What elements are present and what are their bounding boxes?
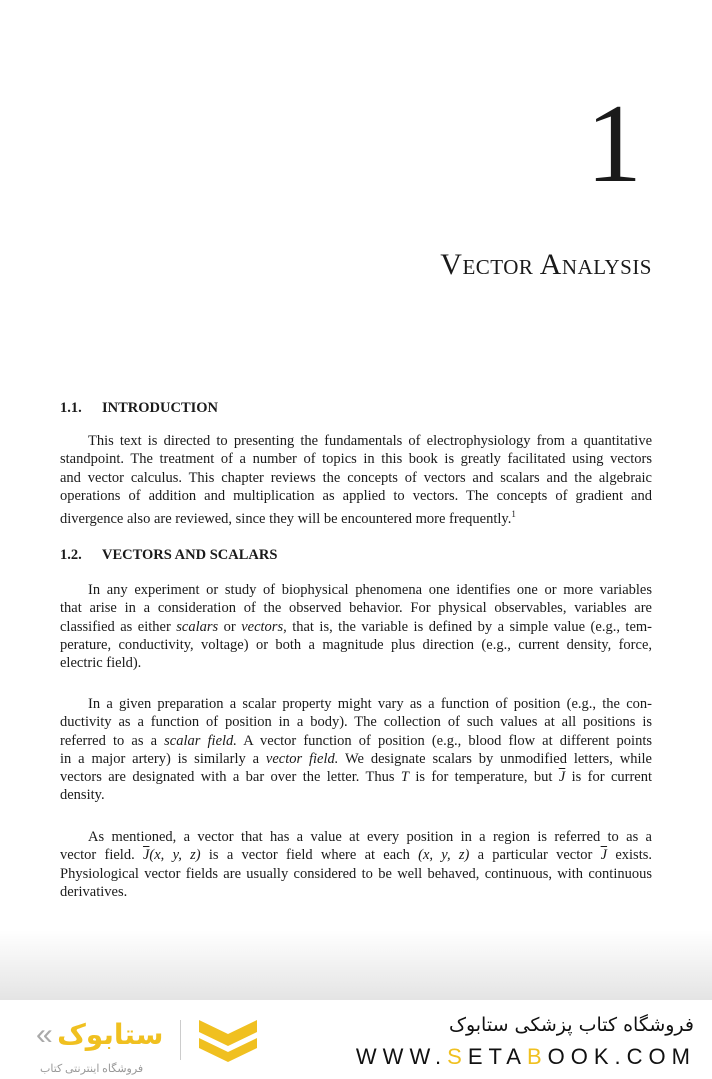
text-line xyxy=(60,768,652,786)
text-run: A vector function of position (e.g., blood flow at different points xyxy=(236,732,652,749)
text-line xyxy=(60,865,652,883)
paragraph xyxy=(60,695,652,805)
text-run: $\overline{J}$ xyxy=(142,847,150,864)
text-run: is for current xyxy=(565,769,653,786)
text-run: perature, conductivity, voltage) or both a magnitude plus direction (e.g., current density, force, xyxy=(60,636,652,653)
text-run: , that is, the variable is defined by a simple value (e.g., tem- xyxy=(283,618,652,635)
paragraph xyxy=(60,581,652,672)
section-number: 1.1. xyxy=(60,400,82,416)
text-run: scalar field. xyxy=(164,732,237,749)
text-run: scalars xyxy=(176,618,219,635)
store-url[interactable] xyxy=(356,1044,696,1070)
url-part: ETA xyxy=(467,1044,527,1069)
publisher-footer xyxy=(0,1000,712,1079)
section-number: 1.2. xyxy=(60,547,82,563)
text-line xyxy=(60,487,652,505)
chevrons-icon: « xyxy=(36,1018,53,1052)
text-run: T xyxy=(400,769,409,786)
url-part: WWW. xyxy=(355,1044,448,1069)
text-run: derivatives. xyxy=(60,883,128,900)
text-run: a particular vector xyxy=(469,847,601,864)
text-run: We designate scalars by unmodified letters, while xyxy=(338,750,652,767)
text-line xyxy=(60,469,652,487)
page-shadow xyxy=(0,930,712,1000)
store-name: فروشگاه کتاب پزشکی ستابوک xyxy=(448,1014,694,1036)
text-run: standpoint. The treatment of a number of topics in this book is greatly facilitated using vectors xyxy=(60,451,652,468)
footnote-marker: 1 xyxy=(511,509,516,520)
text-line xyxy=(60,450,652,468)
paragraph xyxy=(60,432,652,528)
setabook-logo xyxy=(36,1018,259,1062)
text-line xyxy=(60,618,652,636)
text-run: classified as either xyxy=(60,618,177,635)
text-run: in a major artery) is similarly a xyxy=(60,750,266,767)
text-line xyxy=(60,786,652,804)
chevron-logo-icon xyxy=(197,1018,259,1062)
text-run: and vector calculus. This chapter reviews the concepts of vectors and scalars and the algebraic xyxy=(60,469,652,486)
url-part: OOK.COM xyxy=(547,1044,696,1069)
text-run: is for temperature, but xyxy=(408,769,559,786)
paragraph xyxy=(60,828,652,901)
chapter-title: Vector Analysis xyxy=(440,248,652,281)
section-title: VECTORS AND SCALARS xyxy=(102,547,278,563)
chapter-number: 1 xyxy=(586,82,642,206)
text-run: operations of addition and multiplication as applied to vectors. The concepts of gradient and xyxy=(60,487,652,504)
text-line xyxy=(60,750,652,768)
section-title: INTRODUCTION xyxy=(102,400,219,416)
text-line xyxy=(60,732,652,750)
text-run: Physiological vector fields are usually considered to be well behaved, continuous, with continuous xyxy=(60,865,652,882)
logo-text: ستابوک xyxy=(57,1018,164,1052)
text-line xyxy=(60,432,652,450)
text-run: vectors are designated with a bar over the letter. Thus xyxy=(60,769,401,786)
url-part: B xyxy=(526,1044,548,1069)
text-run: exists. xyxy=(607,847,652,864)
text-run: vectors xyxy=(241,618,284,635)
text-run: density. xyxy=(60,787,105,804)
text-run: As mentioned, a vector that has a value at every position in a region is referred to as a xyxy=(88,829,652,845)
text-line xyxy=(60,505,652,528)
section-heading-introduction xyxy=(60,400,218,417)
text-line xyxy=(60,883,652,901)
text-run: This text is directed to presenting the fundamentals of electrophysiology from a quantitative xyxy=(88,433,652,449)
text-line xyxy=(60,654,652,672)
text-run: (x, y, z) xyxy=(418,847,470,864)
text-run: vector field. xyxy=(60,847,143,864)
divider xyxy=(180,1020,181,1060)
text-line xyxy=(60,695,652,713)
text-line xyxy=(60,846,652,864)
text-run: referred to as a xyxy=(60,732,165,749)
text-run: (x, y, z) xyxy=(149,847,201,864)
text-line xyxy=(60,713,652,731)
text-run: ductivity as a function of position in a body). The collection of such values at all positions is xyxy=(60,714,652,731)
text-run: In any experiment or study of biophysical phenomena one identifies one or more variables xyxy=(88,582,652,598)
section-heading-vectors-and-scalars xyxy=(60,547,277,564)
text-run: vector field. xyxy=(265,750,339,767)
text-run: $\overline{J}$ xyxy=(600,847,608,864)
text-line xyxy=(60,581,652,599)
text-run: $\overline{J}$ xyxy=(558,769,566,786)
text-run: electric field). xyxy=(60,655,142,672)
text-line xyxy=(60,636,652,654)
text-run: In a given preparation a scalar property might vary as a function of position (e.g., the con- xyxy=(88,696,652,712)
text-run: divergence also are reviewed, since they will be encountered more frequently. xyxy=(60,511,512,528)
text-run: or xyxy=(218,618,242,635)
url-part: S xyxy=(447,1044,468,1069)
text-run: is a vector field where at each xyxy=(200,847,419,864)
text-line xyxy=(60,599,652,617)
text-run: that arise in a consideration of the observed behavior. For physical observables, variables are xyxy=(60,600,652,617)
text-line xyxy=(60,828,652,846)
logo-subtitle: فروشگاه اینترنتی کتاب xyxy=(40,1063,144,1075)
